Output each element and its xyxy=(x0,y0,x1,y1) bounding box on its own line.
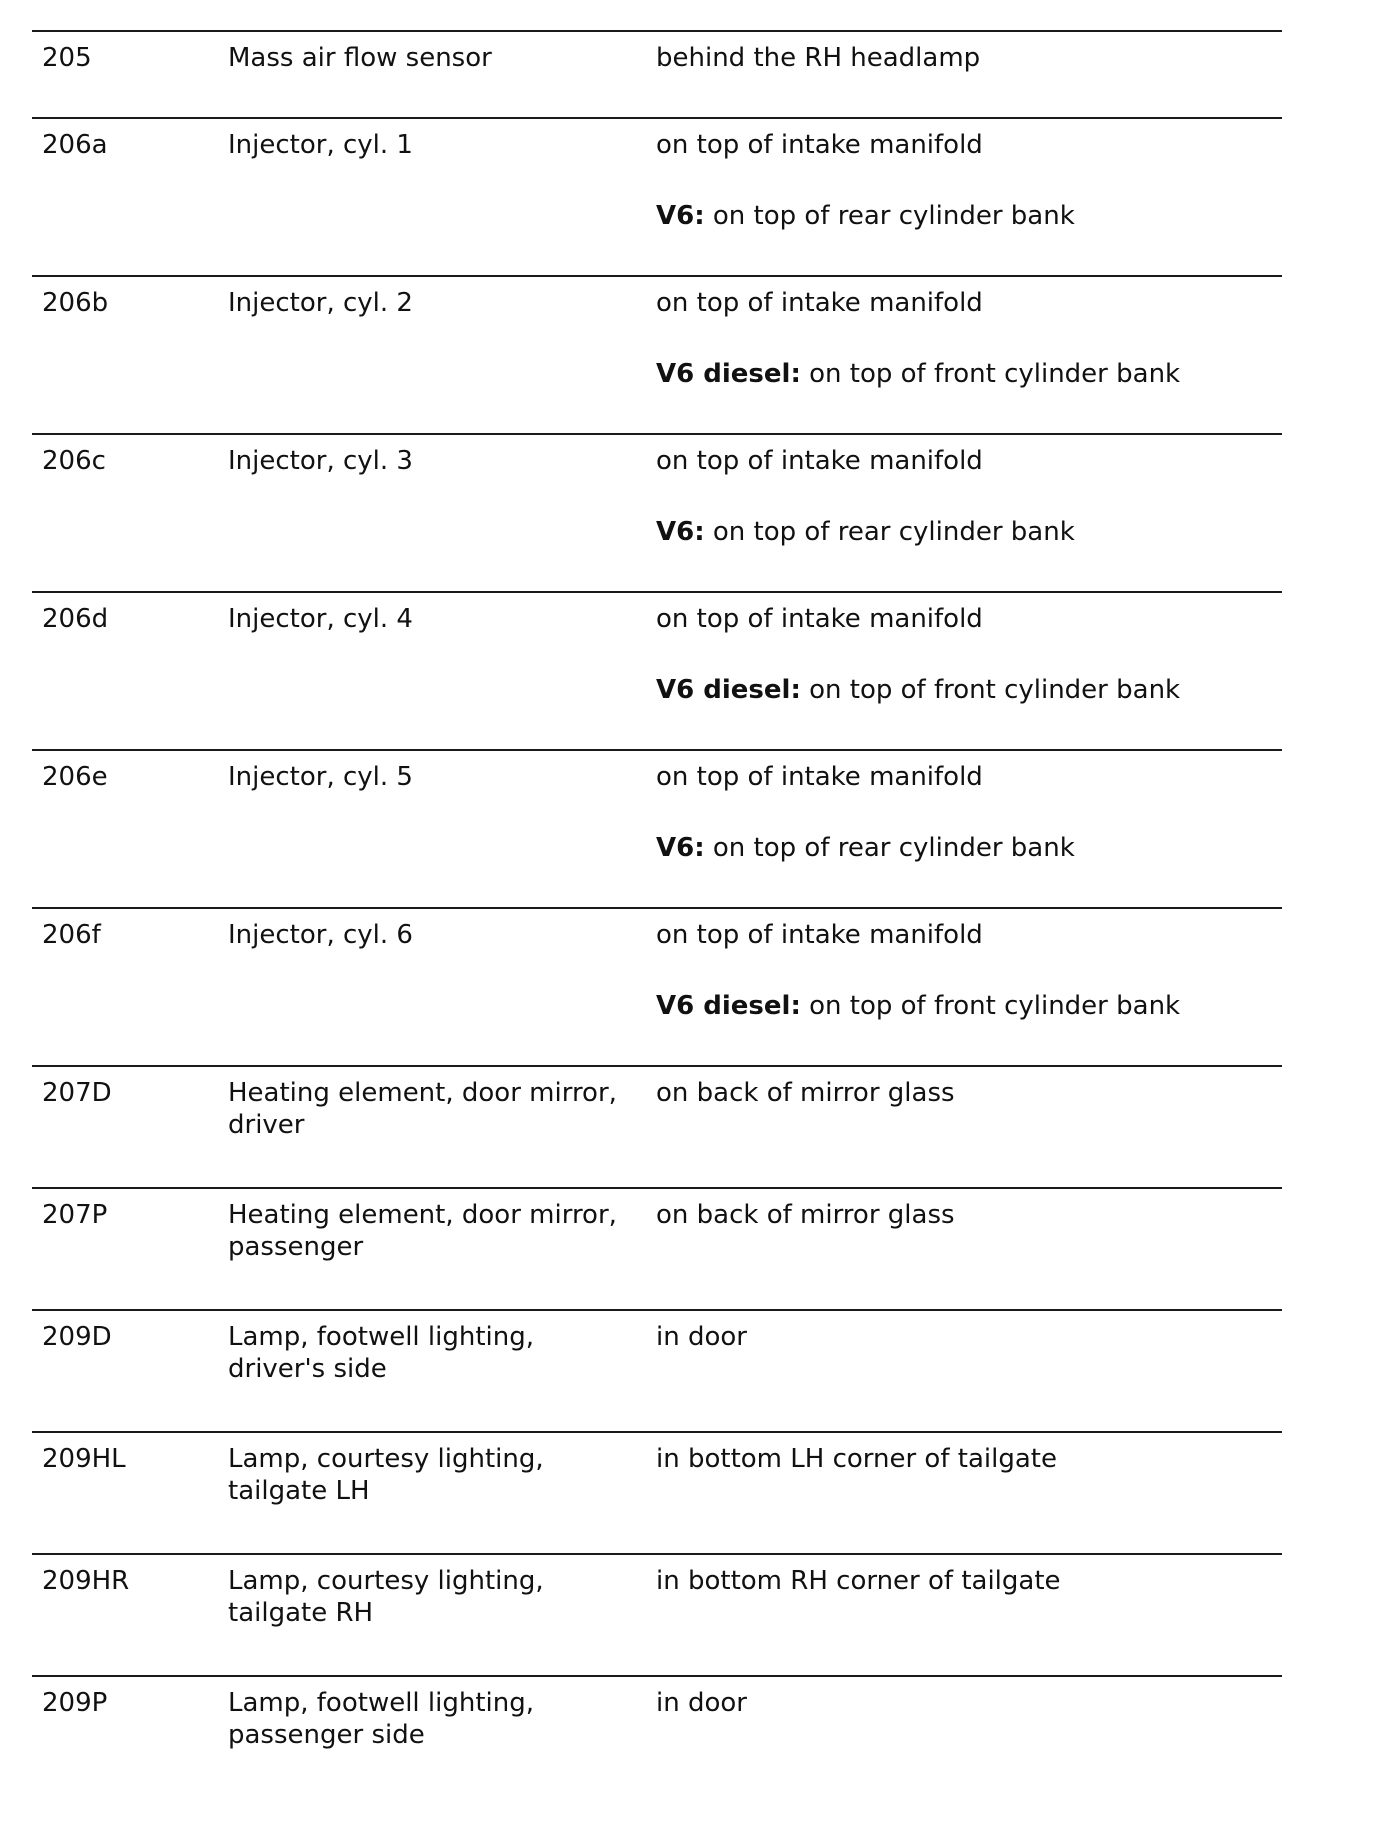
table-row xyxy=(32,117,1282,275)
component-location xyxy=(656,1199,1282,1231)
component-location xyxy=(656,1321,1282,1353)
location-text: behind the RH headlamp xyxy=(656,43,981,73)
component-number: 209HL xyxy=(42,1444,126,1474)
component-number: 209HR xyxy=(42,1566,130,1596)
component-location-table xyxy=(32,30,1282,1797)
table-row xyxy=(32,1309,1282,1431)
component-name: Injector, cyl. 3 xyxy=(228,446,413,476)
component-location xyxy=(656,919,1282,1022)
component-number: 206a xyxy=(42,130,108,160)
component-number: 209P xyxy=(42,1688,108,1718)
component-name: Lamp, footwell lighting, driver's side xyxy=(228,1322,535,1384)
table-row xyxy=(32,30,1282,117)
variant-location-text: on top of rear cylinder bank xyxy=(704,201,1075,231)
component-number: 207P xyxy=(42,1200,108,1230)
location-text: on top of intake manifold xyxy=(656,762,983,792)
location-text: on top of intake manifold xyxy=(656,130,983,160)
component-number: 206e xyxy=(42,762,108,792)
component-name: Lamp, footwell lighting, passenger side xyxy=(228,1688,535,1750)
component-name: Lamp, courtesy lighting, tailgate RH xyxy=(228,1566,544,1628)
component-name: Injector, cyl. 2 xyxy=(228,288,413,318)
component-name: Heating element, door mirror, driver xyxy=(228,1078,617,1140)
table-row xyxy=(32,1553,1282,1675)
component-location xyxy=(656,1687,1282,1719)
variant-location-text: on top of rear cylinder bank xyxy=(704,833,1075,863)
location-text: on top of intake manifold xyxy=(656,288,983,318)
component-number: 206d xyxy=(42,604,109,634)
engine-variant-location xyxy=(656,832,1282,864)
component-number: 207D xyxy=(42,1078,112,1108)
location-text: in door xyxy=(656,1688,747,1718)
variant-location-text: on top of front cylinder bank xyxy=(800,675,1181,705)
location-text: on back of mirror glass xyxy=(656,1078,955,1108)
component-location xyxy=(656,1077,1282,1109)
component-number: 209D xyxy=(42,1322,112,1352)
table-row xyxy=(32,907,1282,1065)
table-row xyxy=(32,1431,1282,1553)
component-location xyxy=(656,603,1282,706)
location-text: on top of intake manifold xyxy=(656,446,983,476)
component-location xyxy=(656,445,1282,548)
engine-variant-label: V6: xyxy=(656,201,705,231)
engine-variant-label: V6: xyxy=(656,517,705,547)
table-row xyxy=(32,1675,1282,1797)
component-number: 206b xyxy=(42,288,109,318)
table-row xyxy=(32,749,1282,907)
engine-variant-label: V6 diesel: xyxy=(656,991,801,1021)
engine-variant-location xyxy=(656,200,1282,232)
component-number: 205 xyxy=(42,43,92,73)
component-name: Injector, cyl. 1 xyxy=(228,130,413,160)
component-name: Mass air flow sensor xyxy=(228,43,492,73)
engine-variant-label: V6 diesel: xyxy=(656,675,801,705)
table-row xyxy=(32,591,1282,749)
component-name: Lamp, courtesy lighting, tailgate LH xyxy=(228,1444,544,1506)
variant-location-text: on top of rear cylinder bank xyxy=(704,517,1075,547)
engine-variant-location xyxy=(656,674,1282,706)
component-name: Injector, cyl. 6 xyxy=(228,920,413,950)
variant-location-text: on top of front cylinder bank xyxy=(800,359,1181,389)
component-location xyxy=(656,1565,1282,1597)
component-location xyxy=(656,1443,1282,1475)
location-text: in bottom LH corner of tailgate xyxy=(656,1444,1057,1474)
location-text: in door xyxy=(656,1322,747,1352)
table-row xyxy=(32,1187,1282,1309)
component-location xyxy=(656,761,1282,864)
component-name: Injector, cyl. 4 xyxy=(228,604,413,634)
engine-variant-location xyxy=(656,358,1282,390)
component-name: Heating element, door mirror, passenger xyxy=(228,1200,617,1262)
component-location xyxy=(656,129,1282,232)
component-name: Injector, cyl. 5 xyxy=(228,762,413,792)
component-location xyxy=(656,287,1282,390)
location-text: on top of intake manifold xyxy=(656,604,983,634)
location-text: in bottom RH corner of tailgate xyxy=(656,1566,1061,1596)
location-text: on top of intake manifold xyxy=(656,920,983,950)
engine-variant-label: V6 diesel: xyxy=(656,359,801,389)
engine-variant-location xyxy=(656,516,1282,548)
component-location xyxy=(656,42,1282,74)
component-number: 206f xyxy=(42,920,101,950)
table-row xyxy=(32,1065,1282,1187)
engine-variant-label: V6: xyxy=(656,833,705,863)
table-row xyxy=(32,433,1282,591)
table-row xyxy=(32,275,1282,433)
location-text: on back of mirror glass xyxy=(656,1200,955,1230)
component-number: 206c xyxy=(42,446,106,476)
variant-location-text: on top of front cylinder bank xyxy=(800,991,1181,1021)
engine-variant-location xyxy=(656,990,1282,1022)
